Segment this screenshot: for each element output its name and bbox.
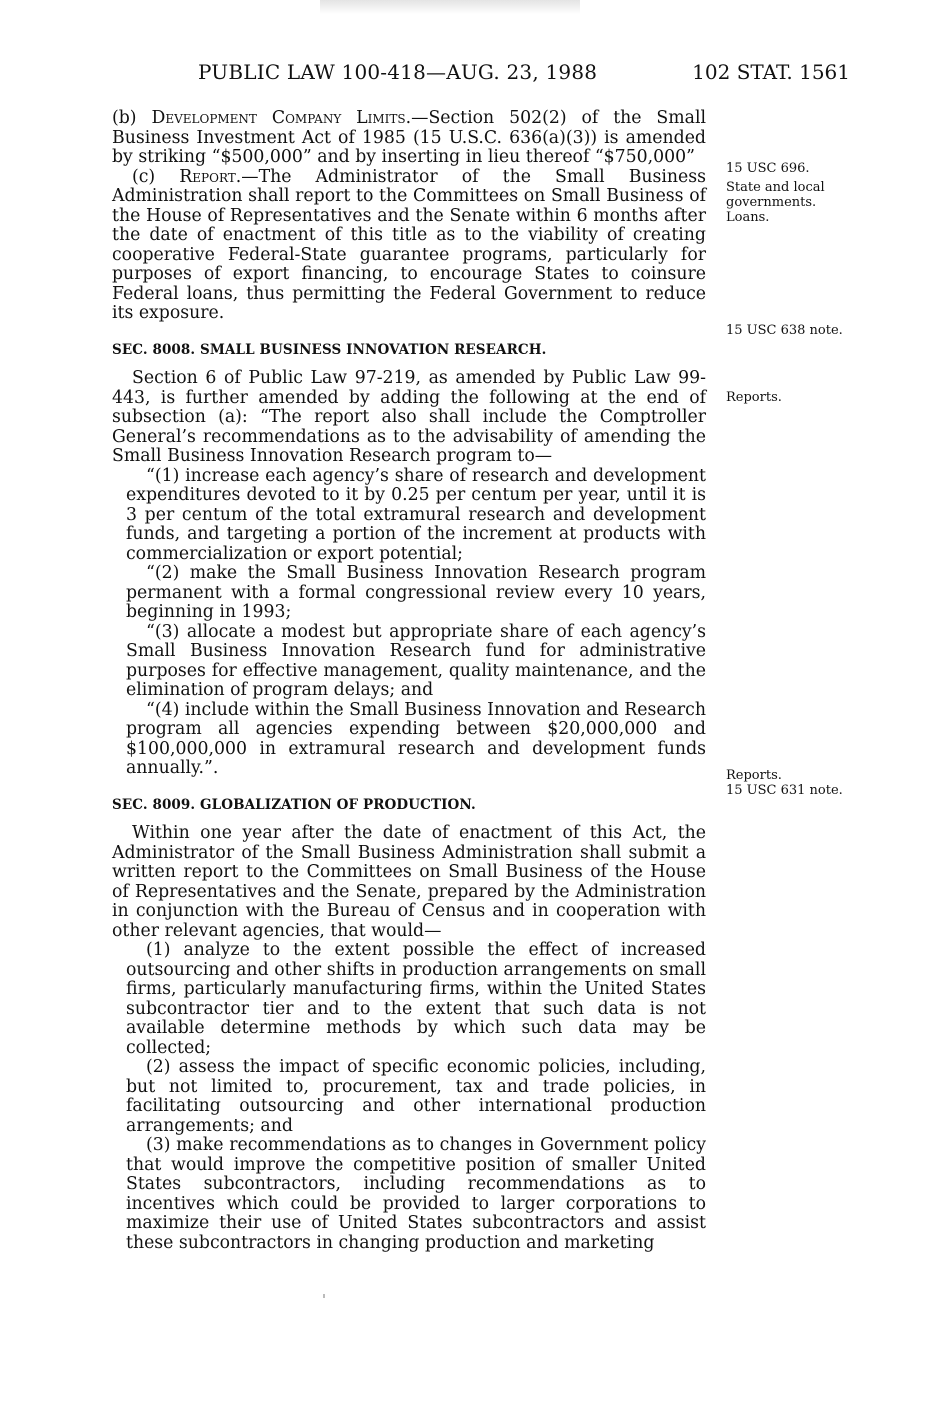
body-text (112, 109, 706, 1253)
caption-development-company-limits: Development Company Limits. (151, 108, 412, 128)
section-8009-item: (3) make recommendations as to changes in Government policy that would improve the competitive position of smaller United States subcontractors, including recommendations as to incentives which could be provided to larger corporations to maximize their use of United States subcontractors and assist these subcontractors in changing production and marketing (126, 1135, 706, 1253)
section-8008-item: “(1) increase each agency’s share of research and development expenditures devoted to it by 0.25 per centum per year, until it is 3 per centum of the total extramural research and development funds, and targeting a portion of the increment at products with commercialization or export potential; (126, 465, 706, 564)
caption-report: Report. (179, 166, 242, 187)
section-8009-item: (2) assess the impact of specific economic policies, including, but not limited to, procurement, tax and trade policies, in facilitating outsourcing and other international production arrangements; and (126, 1057, 706, 1136)
section-8009-item: (1) analyze to the extent possible the effect of increased outsourcing and other shifts in production arrangements on small firms, particularly manufacturing firms, within the United States subcontractor tier and to the extent that such data is not available determine methods by which such data may be collected; (126, 940, 706, 1058)
section-8009-intro: Within one year after the date of enactment of this Act, the Administrator of the Small Business Administration shall submit a written report to the Committees on Small Business of the House of Representatives and the Senate, prepared by the Administration in conjunction with the Bureau of Census and in cooperation with other relevant agencies, that would— (112, 823, 706, 941)
page-header (110, 60, 850, 90)
section-8008-item: “(3) allocate a modest but appropriate share of each agency’s Small Business Innovation Research fund for administrative purposes for effective management, quality maintenance, and the elimination of program delays; and (126, 621, 706, 700)
paragraph-c: (c) Report.—The Administrator of the Small Business Administration shall report to the Committees on Small Business of the House of Representatives and the Senate within 6 months after the date of enactment of this title as to the viability of creating cooperative Federal-State guarantee programs, particularly for purposes of export financing, to encourage States to coinsure Federal loans, thus permitting the Federal Government to reduce its exposure. (112, 166, 707, 323)
section-8008-item: “(2) make the Small Business Innovation Research program permanent with a formal congressional review every 10 years, beginning in 1993; (126, 563, 706, 622)
section-8008-item: “(4) include within the Small Business Innovation and Research program all agencies expending between $20,000,000 and $100,000,000 in extramural research and development funds annually.”. (126, 699, 706, 778)
running-title: PUBLIC LAW 100-418—AUG. 23, 1988 (198, 60, 598, 84)
margin-note-15-usc-638: 15 USC 638 note. (726, 323, 843, 338)
margin-note-state-local-governments: State and local governments. Loans. (726, 180, 825, 225)
section-8008-intro: Section 6 of Public Law 97-219, as amended by Public Law 99-443, is further amended by adding the following at the end of subsection (a): “The report also shall include the Comptroller General’s recommendations as to the advisability of amending the Small Business Innovation Research program to— (112, 368, 706, 466)
statute-page-number: 102 STAT. 1561 (692, 60, 850, 84)
margin-note-15-usc-696: 15 USC 696. (726, 161, 810, 176)
scan-speck (323, 1294, 325, 1298)
margin-note-reports: Reports. (726, 390, 782, 405)
margin-note-reports-15-usc-631: Reports. 15 USC 631 note. (726, 768, 843, 798)
scan-smudge (320, 0, 580, 14)
section-8008-heading: SEC. 8008. SMALL BUSINESS INNOVATION RESEARCH. (112, 341, 547, 358)
section-8009-heading: SEC. 8009. GLOBALIZATION OF PRODUCTION. (112, 796, 476, 813)
paragraph-b: (b) Development Company Limits.—Section 502(2) of the Small Business Investment Act of 1985 (15 U.S.C. 636(a)(3)) is amended by striking “$500,000” and by inserting in lieu thereof “$750,000” (112, 108, 706, 167)
